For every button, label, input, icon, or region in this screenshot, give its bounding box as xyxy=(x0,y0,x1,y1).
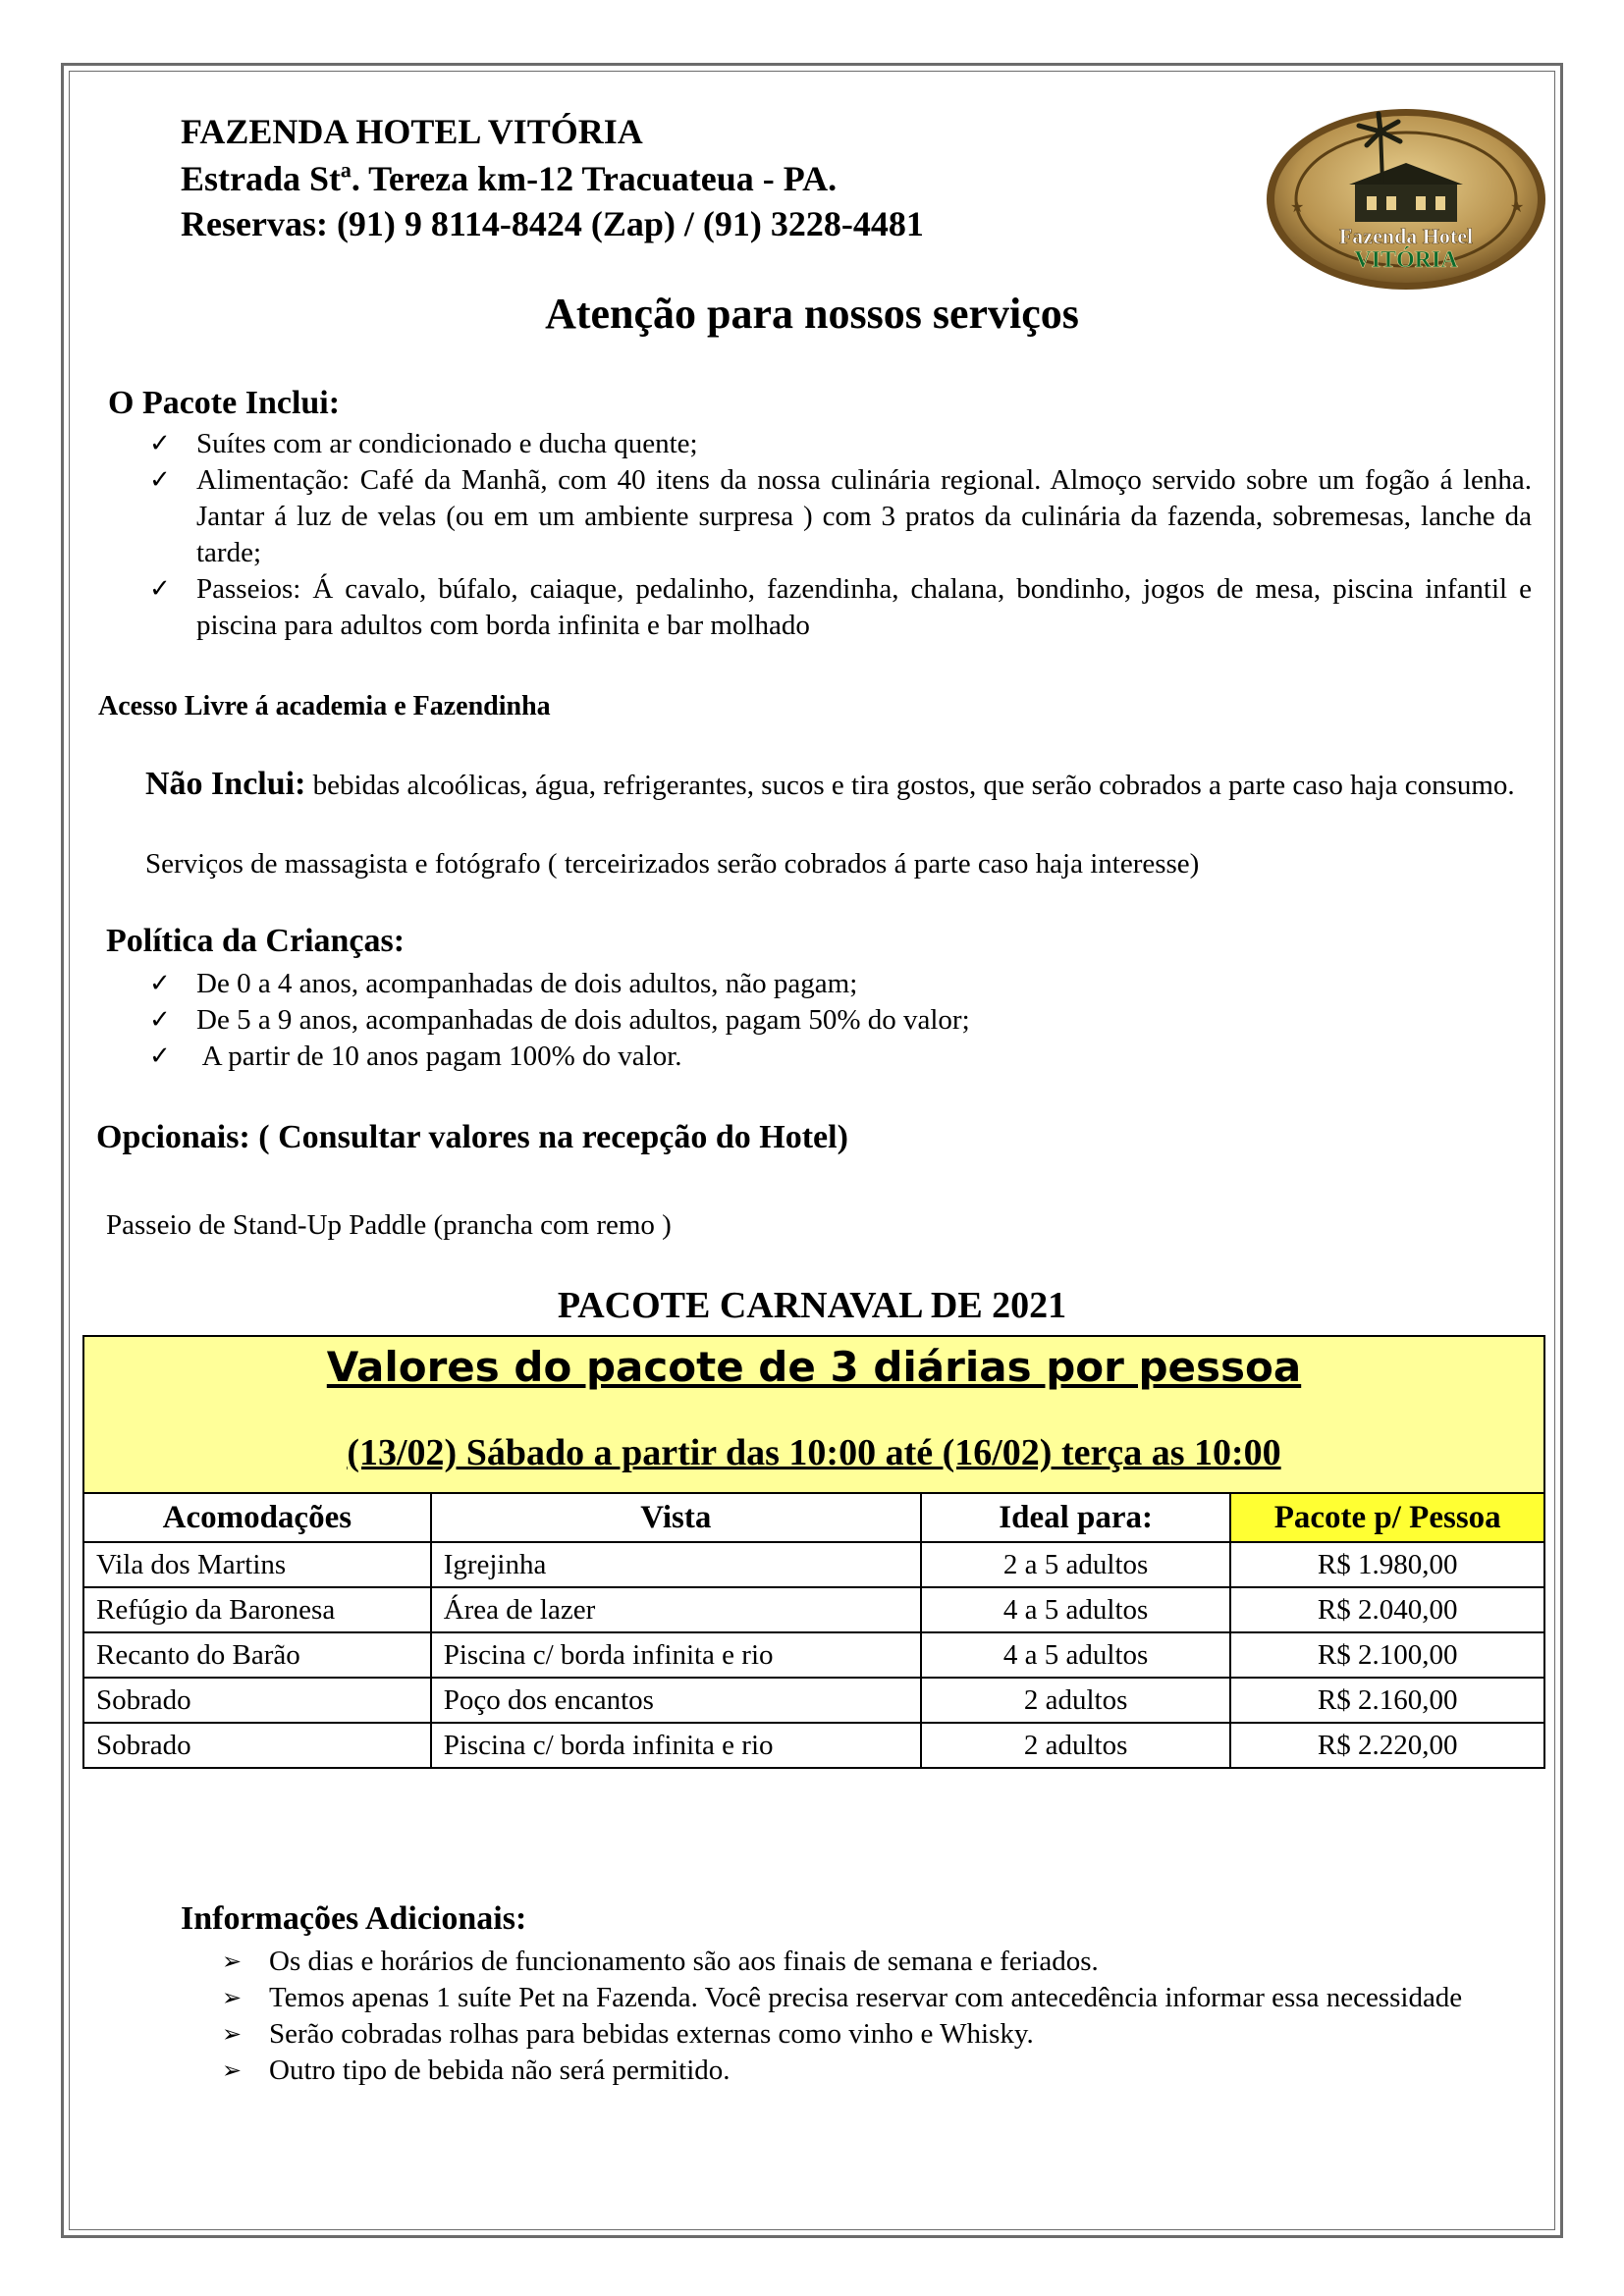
cell-ideal-for: 4 a 5 adultos xyxy=(921,1632,1231,1678)
table-row xyxy=(83,1723,1544,1768)
cell-view: Área de lazer xyxy=(431,1587,921,1632)
check-icon: ✓ xyxy=(149,429,171,458)
list-item: ➢ Serão cobradas rolhas para bebidas externas como vinho e Whisky. xyxy=(218,2016,1490,2053)
cell-accommodation: Sobrado xyxy=(83,1723,431,1768)
cell-ideal-for: 2 adultos xyxy=(921,1723,1231,1768)
table-header-row xyxy=(83,1493,1544,1542)
arrow-right-icon: ➢ xyxy=(222,1948,243,1975)
includes-heading: O Pacote Inclui: xyxy=(108,385,341,421)
cell-accommodation: Sobrado xyxy=(83,1678,431,1723)
arrow-right-icon: ➢ xyxy=(222,2056,243,2084)
col-header-ideal-for: Ideal para: xyxy=(921,1493,1231,1542)
package-dates: (13/02) Sábado a partir das 10:00 até (16/02) terça as 10:00 xyxy=(347,1432,1281,1473)
arrow-right-icon: ➢ xyxy=(222,1984,243,2011)
optional-heading: Opcionais: ( Consultar valores na recepção do Hotel) xyxy=(96,1119,848,1155)
check-icon: ✓ xyxy=(149,1041,171,1071)
check-icon: ✓ xyxy=(149,465,171,495)
list-item: ✓ Suítes com ar condicionado e ducha quente; xyxy=(145,426,1532,462)
table-row xyxy=(83,1678,1544,1723)
hotel-address: Estrada Stª. Tereza km-12 Tracuateua - PA. xyxy=(181,159,838,198)
logo-text-2: VITÓRIA xyxy=(1354,247,1458,273)
table-row xyxy=(83,1632,1544,1678)
col-header-accommodation: Acomodações xyxy=(83,1493,431,1542)
package-subtitle: Valores do pacote de 3 diárias por pessoa xyxy=(326,1343,1302,1391)
free-access: Acesso Livre á academia e Fazendinha xyxy=(98,691,551,721)
cell-accommodation: Vila dos Martins xyxy=(83,1542,431,1587)
list-item: ✓ Passeios: Á cavalo, búfalo, caiaque, pedalinho, fazendinha, chalana, bondinho, jogos de mesa, piscina infantil e piscina para adultos com borda infinita e bar molhado xyxy=(149,573,1532,641)
cell-view: Igrejinha xyxy=(431,1542,921,1587)
cell-price: R$ 1.980,00 xyxy=(1230,1542,1544,1587)
cell-view: Poço dos encantos xyxy=(431,1678,921,1723)
list-item: ✓ A partir de 10 anos pagam 100% do valor. xyxy=(145,1039,1422,1075)
optional-item: Passeio de Stand-Up Paddle (prancha com remo ) xyxy=(106,1209,672,1241)
additional-heading: Informações Adicionais: xyxy=(181,1900,527,1937)
cell-ideal-for: 2 adultos xyxy=(921,1678,1231,1723)
list-item: ✓ De 5 a 9 anos, acompanhadas de dois adultos, pagam 50% do valor; xyxy=(145,1002,1422,1039)
list-item: ➢ Temos apenas 1 suíte Pet na Fazenda. Você precisa reservar com antecedência informar essa necessidade xyxy=(218,1980,1490,2016)
page-title: Atenção para nossos serviços xyxy=(545,290,1079,338)
svg-text:★: ★ xyxy=(1290,197,1305,216)
list-item: ➢ Outro tipo de bebida não será permitido. xyxy=(218,2053,1490,2089)
price-table xyxy=(82,1492,1545,1769)
cell-view: Piscina c/ borda infinita e rio xyxy=(431,1632,921,1678)
cell-ideal-for: 2 a 5 adultos xyxy=(921,1542,1231,1587)
svg-text:★: ★ xyxy=(1510,197,1525,216)
cell-view: Piscina c/ borda infinita e rio xyxy=(431,1723,921,1768)
hotel-logo xyxy=(1265,106,1547,293)
not-included-extra: Serviços de massagista e fotógrafo ( terceirizados serão cobrados á parte caso haja interesse) xyxy=(145,848,1200,880)
cell-accommodation: Recanto do Barão xyxy=(83,1632,431,1678)
cell-ideal-for: 4 a 5 adultos xyxy=(921,1587,1231,1632)
table-row xyxy=(83,1587,1544,1632)
cell-price: R$ 2.220,00 xyxy=(1230,1723,1544,1768)
arrow-right-icon: ➢ xyxy=(222,2020,243,2048)
cell-price: R$ 2.160,00 xyxy=(1230,1678,1544,1723)
includes-list xyxy=(145,426,1532,644)
not-included-label: Não Inclui: xyxy=(145,766,306,802)
col-header-view: Vista xyxy=(431,1493,921,1542)
children-list xyxy=(145,966,1422,1075)
cell-accommodation: Refúgio da Baronesa xyxy=(83,1587,431,1632)
check-icon: ✓ xyxy=(149,1005,171,1035)
check-icon: ✓ xyxy=(149,969,171,998)
package-title: PACOTE CARNAVAL DE 2021 xyxy=(557,1285,1067,1326)
cell-price: R$ 2.040,00 xyxy=(1230,1587,1544,1632)
cell-price: R$ 2.100,00 xyxy=(1230,1632,1544,1678)
package-highlight-box xyxy=(82,1335,1545,1492)
hotel-name: FAZENDA HOTEL VITÓRIA xyxy=(181,112,643,151)
check-icon: ✓ xyxy=(149,574,171,604)
list-item: ✓ Alimentação: Café da Manhã, com 40 itens da nossa culinária regional. Almoço servido sobre um fogão á lenha. Jantar á luz de velas (ou em um ambiente surpresa ) com 3 pratos da culinária da fazenda, sobremesas, lanche da tarde; xyxy=(149,464,1532,568)
logo-text-1: Fazenda Hotel xyxy=(1338,224,1474,248)
additional-list xyxy=(218,1944,1490,2089)
children-heading: Política da Crianças: xyxy=(106,923,406,959)
table-row xyxy=(83,1542,1544,1587)
hotel-phones: Reservas: (91) 9 8114-8424 (Zap) / (91) 3228-4481 xyxy=(181,204,924,243)
not-included-block xyxy=(145,766,1530,804)
col-header-price: Pacote p/ Pessoa xyxy=(1230,1493,1544,1542)
list-item: ✓ De 0 a 4 anos, acompanhadas de dois adultos, não pagam; xyxy=(145,966,1422,1002)
list-item: ➢ Os dias e horários de funcionamento são aos finais de semana e feriados. xyxy=(218,1944,1490,1980)
not-included-text: bebidas alcoólicas, água, refrigerantes, sucos e tira gostos, que serão cobrados a parte caso haja consumo. xyxy=(305,770,1515,801)
